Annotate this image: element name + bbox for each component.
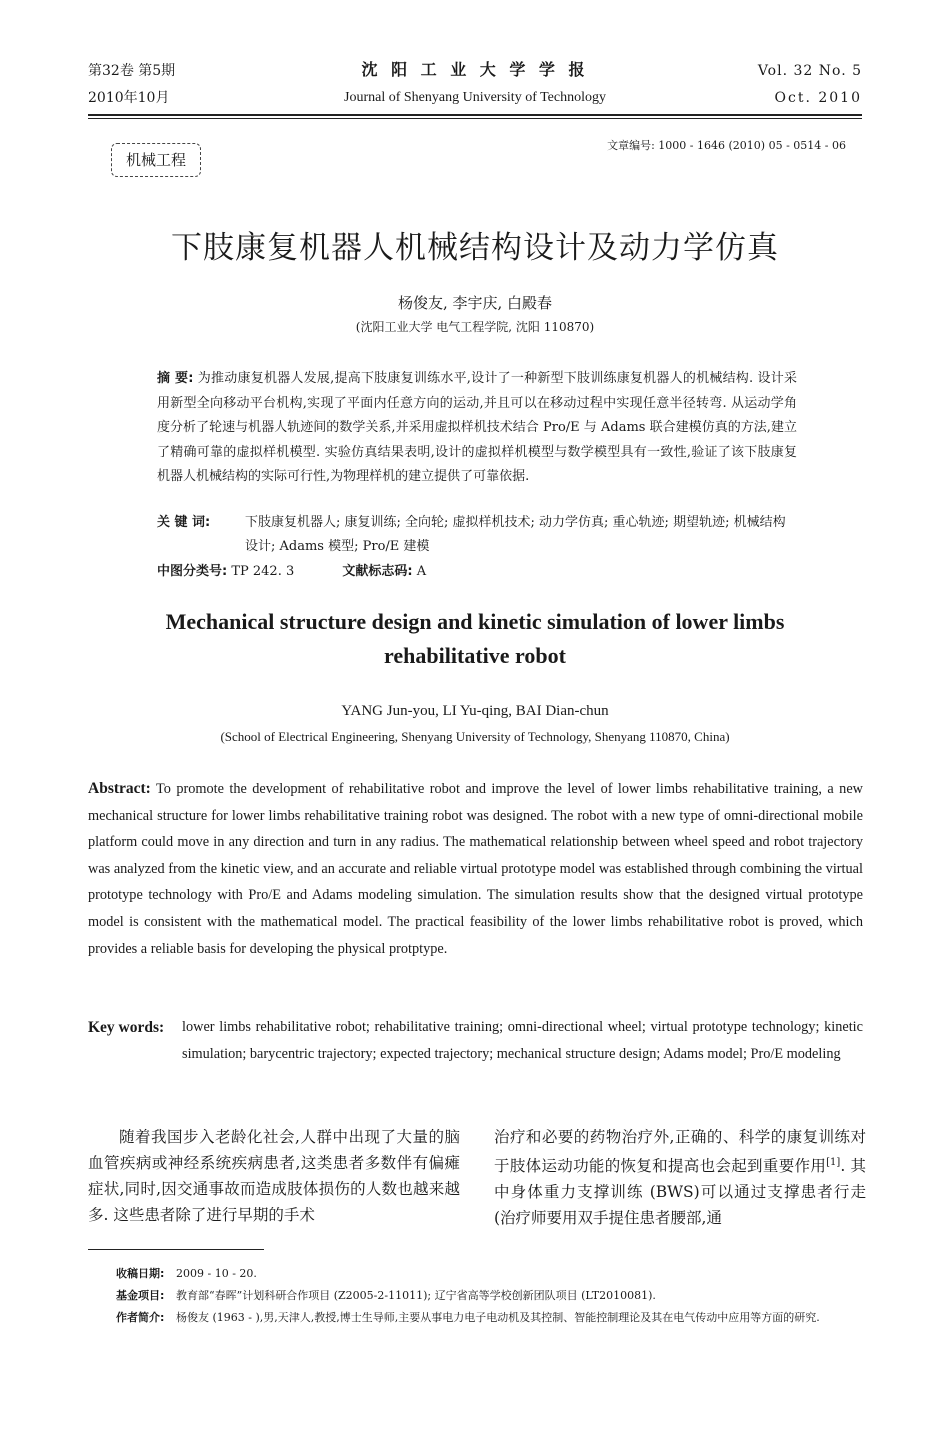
- fund-value: 教育部“春晖”计划科研合作项目 (Z2005-2-11011); 辽宁省高等学校创新团队项目 (LT2010081).: [176, 1289, 656, 1302]
- keywords-en-label: Key words:: [88, 1019, 165, 1036]
- header-rule-thin: [88, 118, 862, 119]
- keywords-en-text: lower limbs rehabilitative robot; rehabilitative training; omni-directional wheel; virtual prototype technology; kinetic simulation; barycentric trajectory; expected trajectory; mechanical structure design; Adams model; Pro/E modeling: [182, 1019, 863, 1062]
- keywords-cn-label: 关 键 词:: [157, 515, 211, 530]
- section-label: 机械工程: [111, 143, 201, 177]
- keywords-cn-text: 下肢康复机器人; 康复训练; 全向轮; 虚拟样机技术; 动力学仿真; 重心轨迹; 期望轨迹; 机械结构设计; Adams 模型; Pro/E 建模: [245, 515, 786, 554]
- affiliation-en: (School of Electrical Engineering, Shenyang University of Technology, Shenyang 110870, China): [220, 729, 730, 744]
- received-label: 收稿日期:: [116, 1267, 165, 1280]
- classification: [157, 560, 426, 579]
- body-left-column: 随着我国步入老龄化社会,人群中出现了大量的脑血管疾病或神经系统疾病患者,这类患者多数伴有偏瘫症状,同时,因交通事故而造成肢体损伤的人数也越来越多. 这些患者除了进行早期的手术: [88, 1128, 460, 1224]
- title-en-text: Mechanical structure design and kinetic simulation of lower limbs rehabilitative robot: [165, 609, 785, 668]
- abstract-cn-text: 为推动康复机器人发展,提高下肢康复训练水平,设计了一种新型下肢训练康复机器人的机械结构. 设计采用新型全向移动平台机构,实现了平面内任意方向的运动,并且可以在移动过程中实现任意半径转弯. 从运动学角度分析了轮速与机器人轨迹间的数学关系,并采用虚拟样机技术结合 Pro/E 与 Adams 联合建模仿真的方法,建立了精确可靠的虚拟样机模型. 实验仿真结果表明,设计的虚拟样机模型与数学模型具有一致性,验证了该下肢康复机器人机械结构的实际可行性,为物理样机的建立提供了可靠依据.: [157, 371, 797, 484]
- footnote-rule: [88, 1249, 264, 1250]
- citation-ref: [1]: [826, 1157, 841, 1168]
- clc-label: 中图分类号:: [157, 564, 228, 579]
- authors-cn: 杨俊友, 李宇庆, 白殿春: [397, 294, 553, 312]
- received-value: 2009 - 10 - 20.: [176, 1267, 257, 1280]
- header-volume-en: Vol. 32 No. 5: [757, 63, 862, 79]
- header-rule: [88, 114, 862, 116]
- affiliation-cn: (沈阳工业大学 电气工程学院, 沈阳 110870): [355, 320, 595, 334]
- article-number: 文章编号: 1000 - 1646 (2010) 05 - 0514 - 06: [607, 139, 846, 152]
- header-date-cn: 2010年10月: [88, 90, 170, 106]
- authors-en: YANG Jun-you, LI Yu-qing, BAI Dian-chun: [341, 703, 609, 719]
- title-en: [0, 605, 950, 673]
- journal-name-cn: 沈 阳 工 业 大 学 学 报: [361, 60, 589, 79]
- journal-name-en: Journal of Shenyang University of Technology: [344, 90, 606, 105]
- header-volume-cn: 第32卷 第5期: [88, 63, 176, 79]
- abstract-cn-label: 摘 要:: [157, 371, 194, 386]
- body-right-column: [494, 1124, 866, 1231]
- fund-label: 基金项目:: [116, 1289, 165, 1302]
- author-value: 杨俊友 (1963 - ),男,天津人,教授,博士生导师,主要从事电力电子电动机及其控制、智能控制理论及其在电气传动中应用等方面的研究.: [176, 1311, 820, 1324]
- doc-code-value: A: [416, 564, 427, 579]
- doc-code-label: 文献标志码:: [342, 564, 413, 579]
- keywords-en: [88, 1014, 863, 1062]
- abstract-en: [88, 776, 863, 962]
- abstract-en-text: To promote the development of rehabilitative robot and improve the level of lower limbs rehabilitative training, a new mechanical structure for lower limbs rehabilitative training robot was designed. The robot with a new type of omni-directional mobile platform could move in any direction and turn in any radius. The mathematical relationship between wheel speed and robot trajectory was analyzed from the kinetic view, and an accurate and reliable virtual prototype model was established through combining the virtual prototype technology with Pro/E and Adams modeling simulation. The simulation results show that the designed virtual prototype model is consistent with the mathematical model. The practical feasibility of the lower limbs rehabilitative robot is proved, which provides a reliable basis for developing the physical protptype.: [88, 781, 863, 957]
- footnote-author: [116, 1307, 866, 1329]
- clc-value: TP 242. 3: [231, 564, 295, 579]
- footnote-received: [116, 1263, 866, 1285]
- abstract-en-label: Abstract:: [88, 780, 151, 797]
- author-label: 作者简介:: [116, 1311, 165, 1324]
- body-right-end: . 其中身体重力支撑训练 (BWS)可以通过支撑患者行走 (治疗师要用双手提住患者腰部,通: [494, 1157, 866, 1228]
- header-date-en: Oct. 2010: [774, 90, 862, 106]
- abstract-cn: [157, 367, 797, 490]
- body-right-start: 治疗和必要的药物治疗外,正确的、科学的康复训练对于肢体运动功能的恢复和提高也会起到重要作用: [494, 1128, 866, 1176]
- keywords-cn: [157, 511, 797, 554]
- footnote-fund: [116, 1285, 866, 1307]
- title-cn: 下肢康复机器人机械结构设计及动力学仿真: [171, 230, 779, 266]
